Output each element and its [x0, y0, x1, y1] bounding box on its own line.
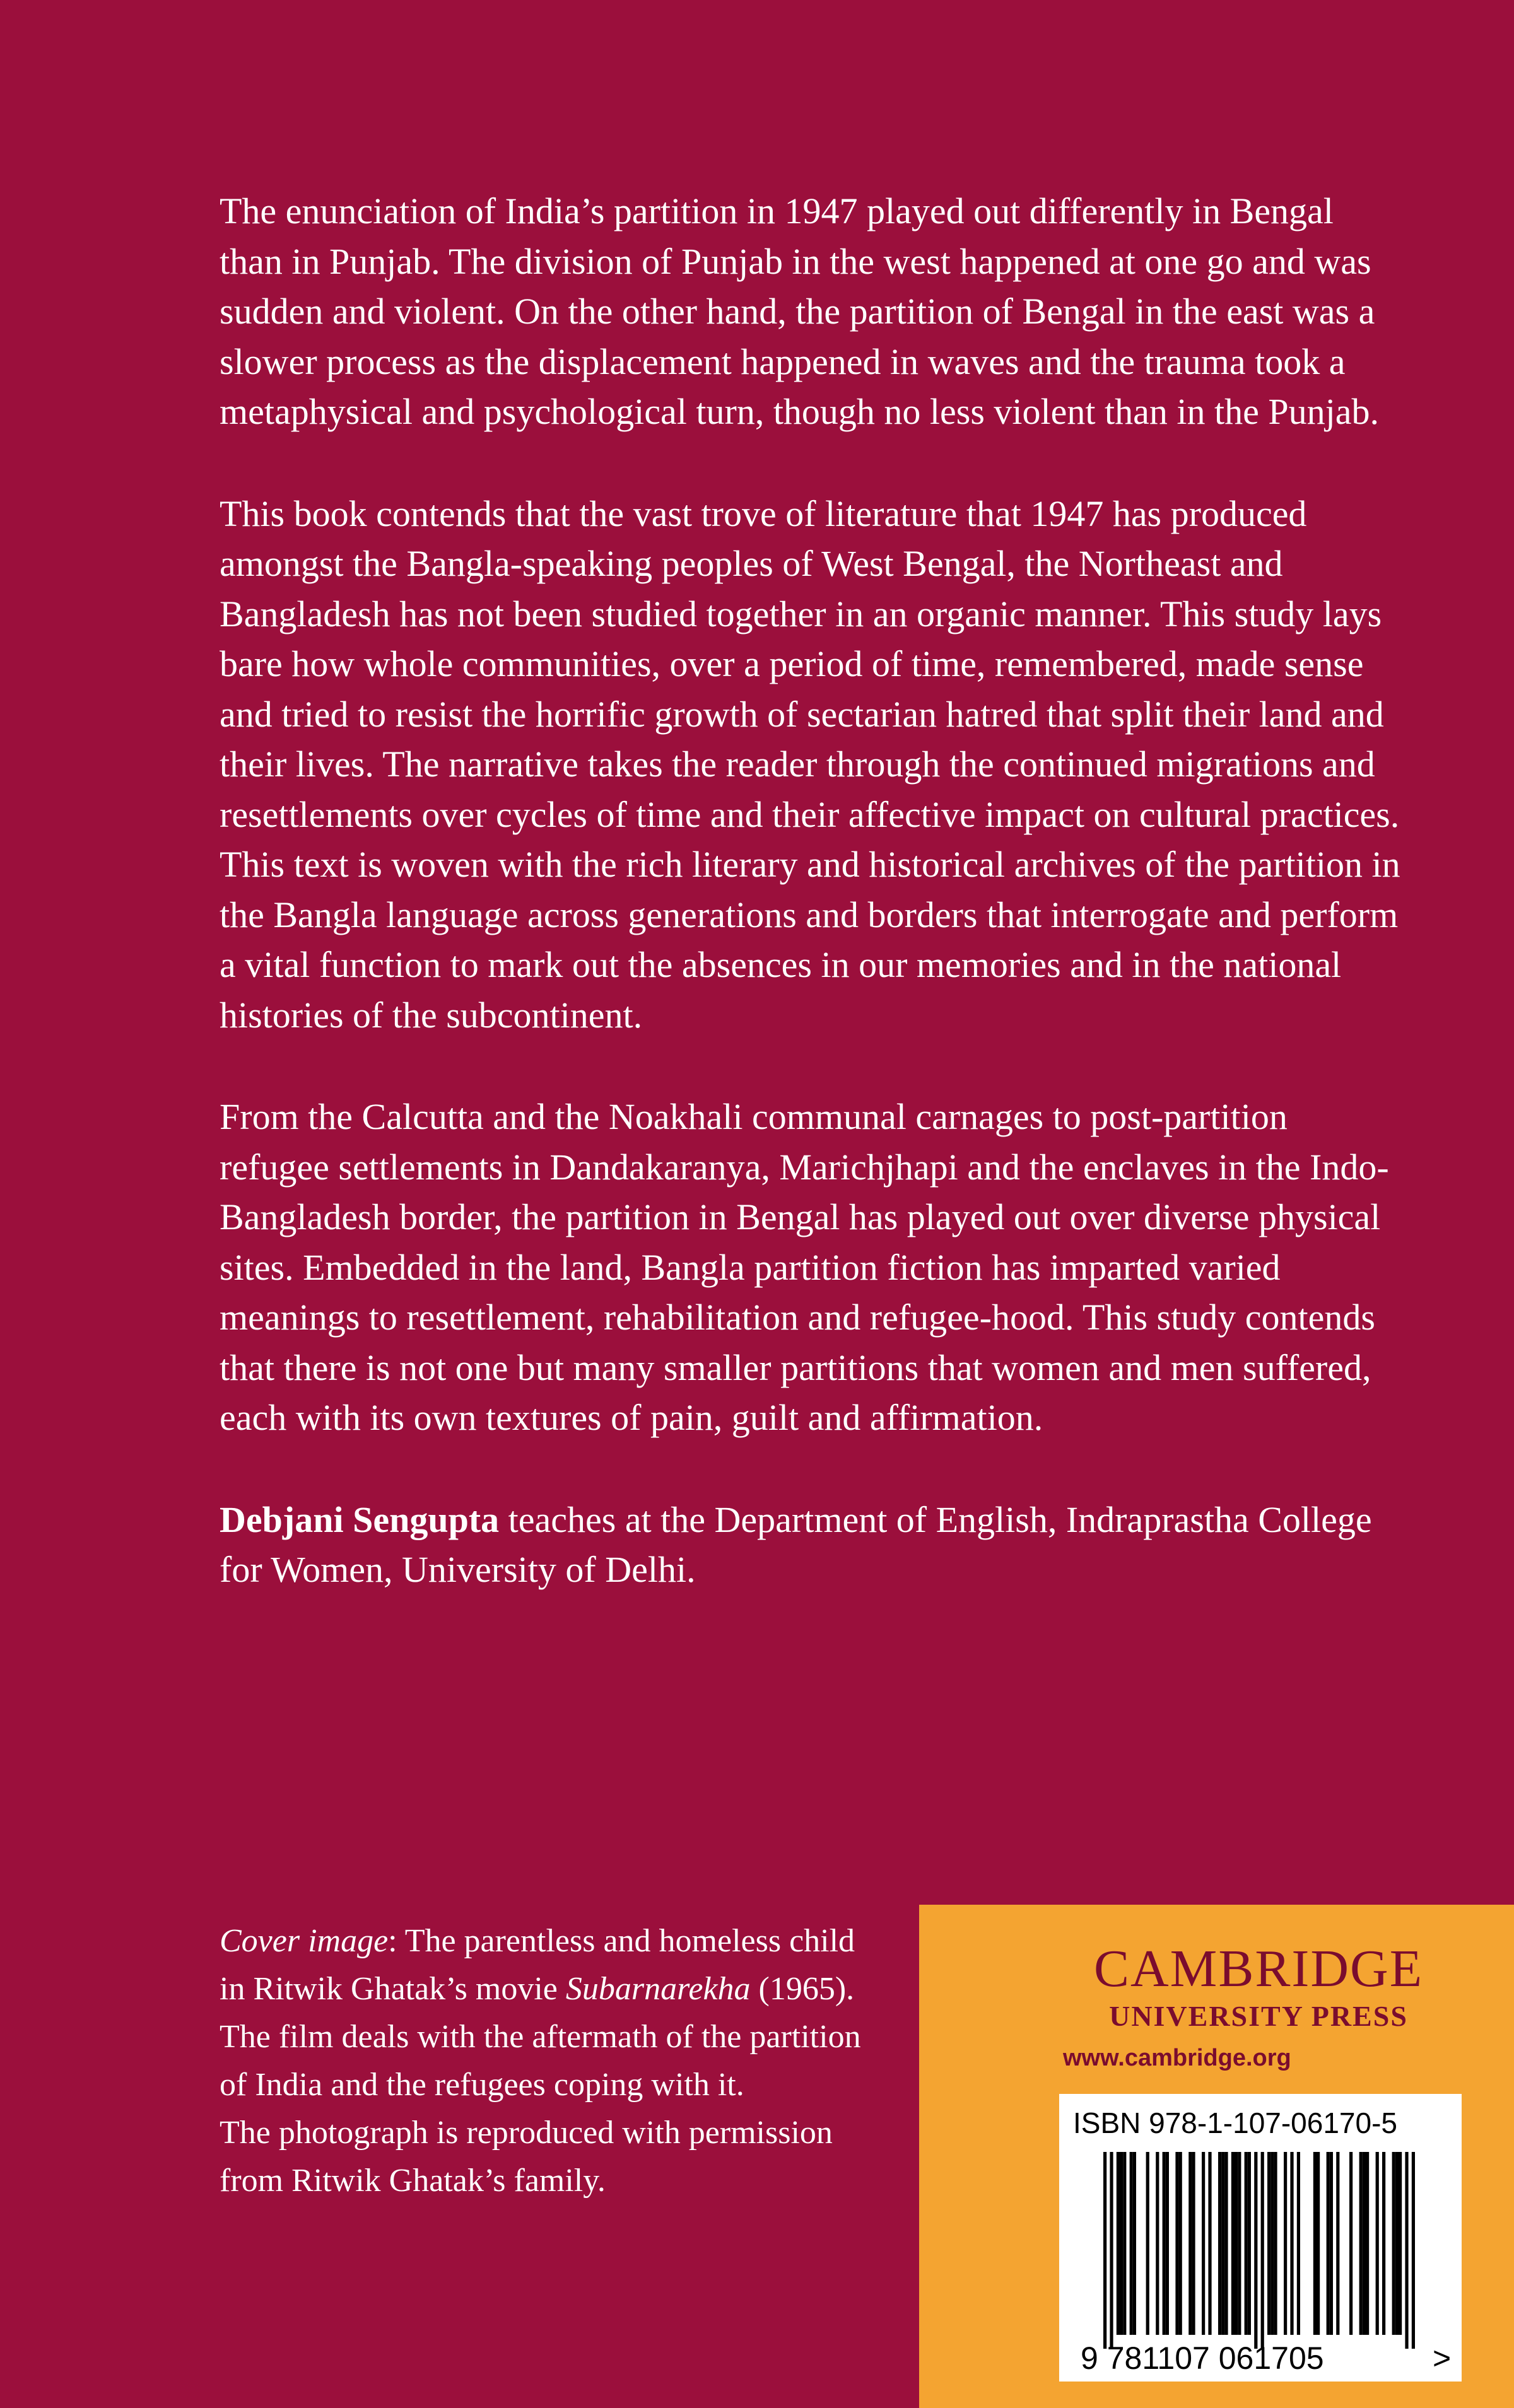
barcode-bar [1163, 2152, 1166, 2335]
barcode-bar [1330, 2152, 1333, 2335]
author-bio [220, 1495, 1405, 1595]
description-paragraph-3: From the Calcutta and the Noakhali communal carnages to post-partition refugee settlements in Dandakaranya, Marichjhapi and the enclaves in the Indo-Bangladesh border, the partition in Bengal has played out over diverse physical sites. Embedded in the land, Bangla partition fiction has imparted varied meanings to resettlement, rehabilitation and refugee-hood. This study contends that there is not one but many smaller partitions that women and men suffered, each with its own textures of pain, guilt and affirmation. [220, 1096, 1389, 1438]
publisher-name-line2: UNIVERSITY PRESS [1109, 2000, 1408, 2032]
isbn-label: ISBN 978-1-107-06170-5 [1073, 2107, 1397, 2139]
barcode-bar [1238, 2152, 1241, 2335]
barcode-bar [1261, 2152, 1264, 2349]
barcode-bar [1290, 2152, 1293, 2335]
barcode-bar [1130, 2152, 1133, 2335]
barcode-bar [1363, 2152, 1366, 2335]
cover-image-text-after: (1965). The film deals with the aftermath of the partition of India and the refugees coping with it. [220, 1971, 861, 2103]
barcode-bar [1123, 2152, 1126, 2335]
barcode-bar [1248, 2152, 1251, 2335]
cover-image-label: Cover image [220, 1923, 389, 1959]
barcode-digits: 9 781107 061705 [1081, 2341, 1324, 2376]
barcode-bar [1120, 2152, 1123, 2335]
barcode-bar [1267, 2152, 1270, 2335]
barcode-bar [1270, 2152, 1274, 2335]
barcode-bar [1392, 2152, 1395, 2335]
barcode-bar [1166, 2152, 1169, 2335]
barcode-bar [1208, 2152, 1211, 2335]
barcode-bar [1405, 2152, 1408, 2349]
barcode-bar [1254, 2152, 1257, 2349]
barcode-bar [1376, 2152, 1379, 2335]
barcode-bar [1221, 2152, 1224, 2335]
barcode-bar [1133, 2152, 1136, 2335]
barcode-bar [1202, 2152, 1205, 2335]
barcode-bar [1146, 2152, 1149, 2335]
barcode-bar [1179, 2152, 1182, 2335]
barcode-bar [1188, 2152, 1192, 2335]
barcode-bar [1175, 2152, 1178, 2335]
barcode-bar [1192, 2152, 1195, 2335]
barcode-bar [1218, 2152, 1221, 2335]
film-title: Subarnarekha [565, 1971, 751, 2007]
barcode-bar [1359, 2152, 1363, 2335]
cover-image-text-before: The parentless and homeless child in Ritwik Ghatak’s movie [220, 1923, 855, 2007]
barcode-bar [1231, 2152, 1235, 2335]
barcode-bar [1382, 2152, 1385, 2335]
cover-image-separator: : [388, 1923, 405, 1959]
author-bio-text: teaches at the Department of English, Indraprastha College for Women, University of Delhi. [220, 1499, 1372, 1590]
author-name: Debjani Sengupta [220, 1499, 500, 1540]
barcode-arrow: > [1433, 2341, 1452, 2376]
barcode-bar [1103, 2152, 1106, 2349]
barcode-bar [1327, 2152, 1330, 2335]
barcode-bar [1317, 2152, 1320, 2335]
barcode-bar [1349, 2152, 1353, 2335]
barcode-bar [1117, 2152, 1120, 2335]
barcode-bar [1156, 2152, 1159, 2335]
barcode-bar [1110, 2152, 1113, 2349]
barcode-bar [1395, 2152, 1399, 2335]
publisher-logo [1063, 1940, 1454, 2035]
barcode-bar [1224, 2152, 1228, 2335]
barcode-bar [1245, 2152, 1248, 2335]
barcode-bar [1366, 2152, 1369, 2335]
description-paragraph-2: This book contends that the vast trove of literature that 1947 has produced amongst the Bangla-speaking peoples of West Bengal, the Northeast and Bangladesh has not been studied together in an organic manner. This study lays bare how whole communities, over a period of time, remembered, made sense and tried to resist the horrific growth of sectarian hatred that split their land and their lives. The narrative takes the reader through the continued migrations and resettlements over cycles of time and their affective impact on cultural practices. This text is woven with the rich literary and historical archives of the partition in the Bangla language across generations and borders that interrogate and perform a vital function to mark out the absences in our memories and in the national histories of the subcontinent. [220, 493, 1400, 1036]
publisher-name-line1: CAMBRIDGE [1093, 1939, 1424, 1998]
cover-image-credit [220, 1917, 882, 2205]
publisher-panel [919, 1905, 1514, 2408]
barcode-bar [1399, 2152, 1402, 2335]
description-paragraph-1: The enunciation of India’s partition in 1947 played out differently in Bengal than in Punjab. The division of Punjab in the west happened at one go and was sudden and violent. On the other hand, the partition of Bengal in the east was a slower process as the displacement happened in waves and the trauma took a metaphysical and psychological turn, though no less violent than in the Punjab. [220, 190, 1379, 432]
barcode-bar [1313, 2152, 1317, 2335]
barcode-bar [1297, 2152, 1300, 2335]
barcode-bars [1103, 2152, 1415, 2349]
description-block [220, 186, 1405, 1595]
barcode-bar [1412, 2152, 1415, 2349]
barcode-bar [1284, 2152, 1287, 2335]
publisher-url: www.cambridge.org [1063, 2045, 1291, 2071]
barcode-bar [1336, 2152, 1339, 2335]
barcode-bar [1274, 2152, 1277, 2335]
isbn-barcode-box [1059, 2094, 1462, 2382]
photo-permission: The photograph is reproduced with permission from Ritwik Ghatak’s family. [220, 2115, 833, 2199]
cover-image-caption [220, 1917, 882, 2109]
barcode-bar [1235, 2152, 1238, 2335]
